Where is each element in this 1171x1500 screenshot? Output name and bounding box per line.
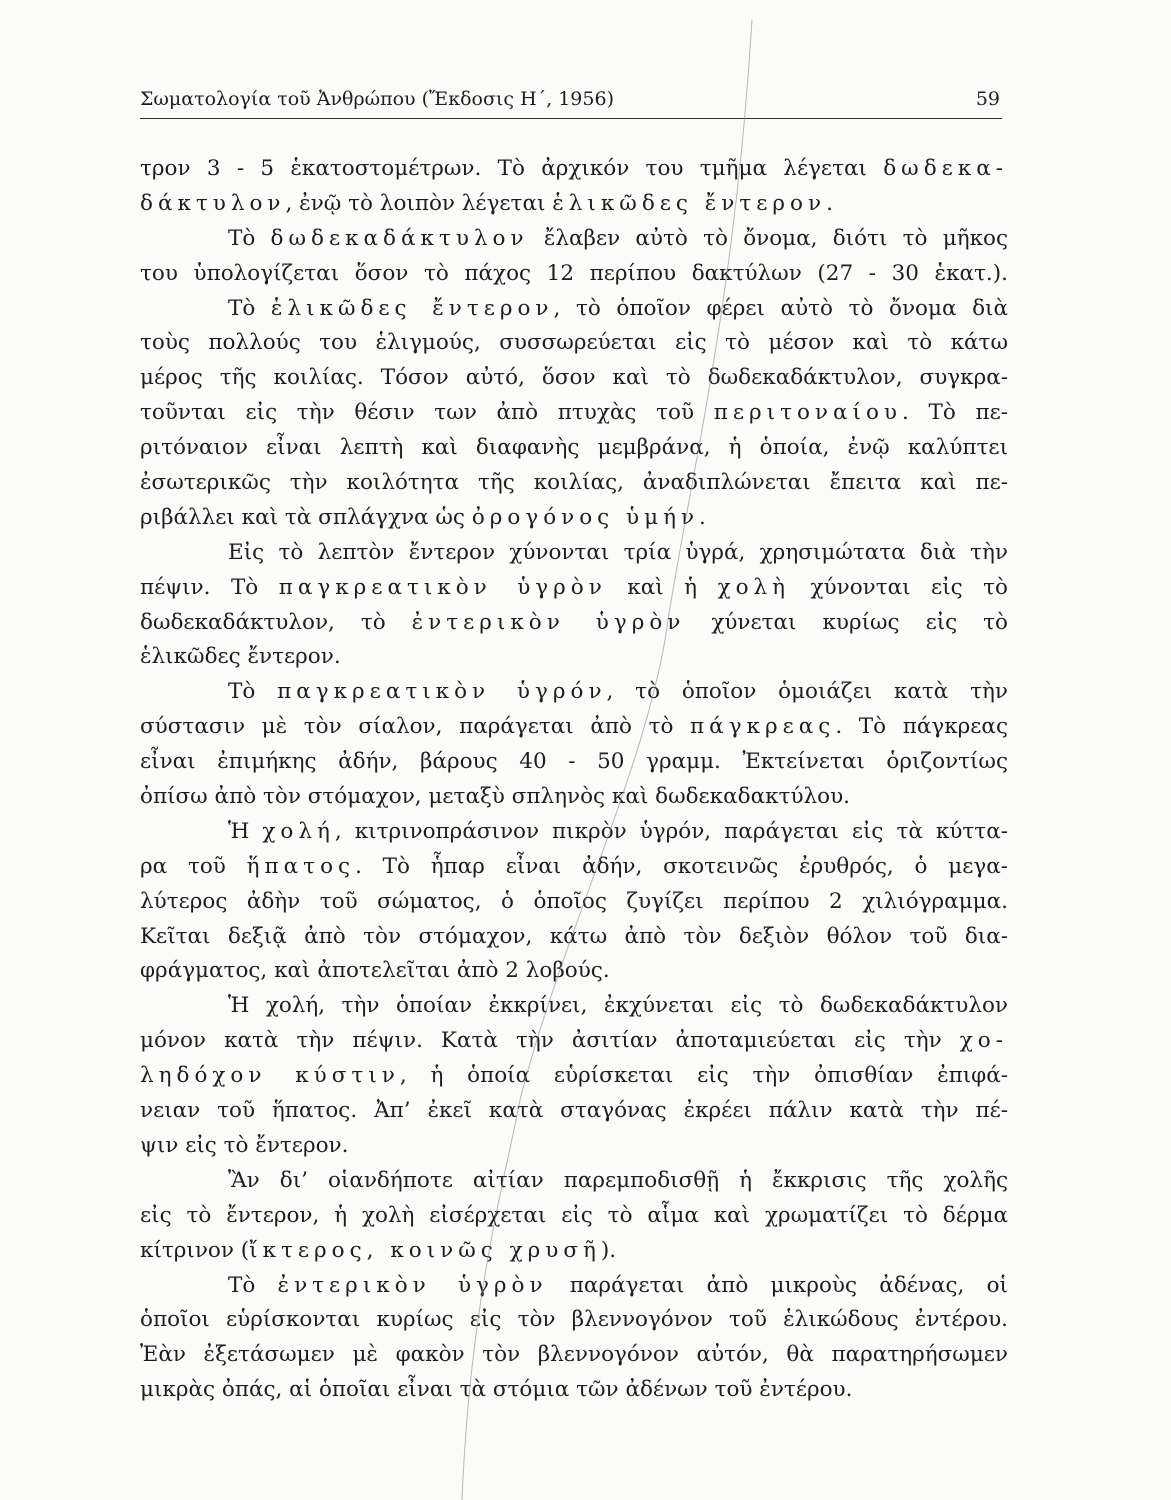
text-segment: τοῦνται εἰς τὴν θέσιν των ἀπὸ πτυχὰς τοῦ (140, 400, 714, 426)
text-segment: λύτερος ἀδὴν τοῦ σώματος, ὁ ὁποῖος ζυγίζει περίπου 2 χιλιόγραμμα. (140, 888, 1008, 914)
text-segment: ριτόναιον εἶναι λεπτὴ καὶ διαφανὴς μεμβράνα, ἡ ὁποία, ἐνῷ καλύπτει (140, 435, 1008, 461)
page-number: 59 (975, 88, 1000, 110)
text-line (140, 1338, 1008, 1373)
text-segment: . (699, 504, 706, 530)
text-line (140, 152, 1008, 187)
text-line (140, 361, 1008, 396)
text-segment: Κεῖται δεξιᾷ ἀπὸ τὸν στόμαχον, κάτω ἀπὸ τὸν δεξιὸν θόλον τοῦ δια- (140, 923, 1008, 949)
text-segment: , ἐνῷ τὸ λοιπὸν λέγεται (285, 190, 553, 216)
emphasized-term: δάκτυλον (140, 190, 286, 216)
text-line (140, 222, 1008, 257)
emphasized-term: παγκρεατικὸν ὑγρὸν (278, 574, 607, 600)
text-segment: Εἰς τὸ λεπτὸν ἔντερον χύνονται τρία ὑγρά, χρησιμώτατα διὰ τὴν (228, 539, 1008, 565)
body-text (140, 152, 1008, 1408)
text-segment: . Τὸ πάγκρεας (835, 714, 1008, 740)
text-segment: του ὑπολογίζεται ὅσον τὸ πάχος 12 περίπου δακτύλων (27 - 30 ἑκατ.). (140, 260, 1008, 286)
text-segment: χύνονται εἰς τὸ (790, 574, 1008, 600)
emphasized-term: χολή (262, 818, 335, 844)
text-segment: δωδεκαδάκτυλον, τὸ (140, 609, 412, 635)
text-line (140, 326, 1008, 361)
text-segment: . Τὸ ἧπαρ εἶναι ἀδήν, σκοτεινῶς ἐρυθρός, ὁ μεγα- (355, 853, 1008, 879)
text-line (140, 1024, 1008, 1059)
emphasized-term: χολὴ (717, 574, 791, 600)
emphasized-term: χο- (959, 1028, 1008, 1054)
emphasized-term: ἴκτερος, κοινῶς χρυσῆ (249, 1237, 601, 1263)
text-segment: ρα τοῦ (140, 853, 247, 879)
running-header (140, 88, 1002, 119)
text-segment: μόνον κατὰ τὴν πέψιν. Κατὰ τὴν ἀσιτίαν ἀποταμιεύεται εἰς τὴν (140, 1028, 960, 1054)
text-segment: . (826, 190, 833, 216)
text-segment: ὁποῖοι εὑρίσκονται κυρίως εἰς τὸν βλεννογόνον τοῦ ἑλικώδους ἐντέρου. (140, 1307, 1008, 1333)
emphasized-term: ἑλικῶδες ἔντερον (270, 295, 554, 321)
text-line (140, 640, 1008, 675)
text-line (140, 745, 1008, 780)
text-segment: Ἂν δι’ οἱανδήποτε αἰτίαν παρεμποδισθῇ ἡ ἔκκρισις τῆς χολῆς (228, 1167, 1008, 1193)
text-segment: ἐσωτερικῶς τὴν κοιλότητα τῆς κοιλίας, ἀναδιπλώνεται ἔπειτα καὶ πε- (140, 470, 1008, 496)
text-line (140, 1129, 1008, 1164)
emphasized-term: πάγκρεας (690, 714, 836, 740)
running-header-title: Σωματολογία τοῦ Ἀνθρώπου (Ἔκδοσις Η΄, 1956) (140, 88, 614, 110)
text-segment: παράγεται ἀπὸ μικροὺς ἀδένας, οἱ (547, 1272, 1008, 1298)
emphasized-term: ἐντερικὸν ὑγρὸν (411, 609, 686, 635)
emphasized-term: ὀρογόνος ὑμήν (471, 504, 700, 530)
text-segment: ριβάλλει καὶ τὰ σπλάγχνα ὡς (140, 504, 472, 530)
text-line (140, 431, 1008, 466)
emphasized-term: δωδεκα- (883, 156, 1008, 181)
text-line (140, 1269, 1008, 1304)
emphasized-term: ληδόχον κύστιν (140, 1063, 400, 1089)
text-segment: μέρος τῆς κοιλίας. Τόσον αὐτό, ὅσον καὶ τὸ δωδεκαδάκτυλον, συγκρα- (140, 365, 1008, 391)
text-line (140, 466, 1008, 501)
emphasized-term: περιτοναίου (713, 400, 902, 426)
text-line (140, 1303, 1008, 1338)
text-segment: ). (600, 1237, 617, 1263)
text-segment: πέψιν. Τὸ (140, 574, 279, 600)
emphasized-term: ἥπατος (246, 853, 356, 879)
text-segment: νειαν τοῦ ἥπατος. Ἀπ’ ἐκεῖ κατὰ σταγόνας ἐκρέει πάλιν κατὰ τὴν πέ- (140, 1098, 1008, 1124)
text-line (140, 292, 1008, 327)
text-segment: μικρὰς ὀπάς, αἱ ὁποῖαι εἶναι τὰ στόμια τῶν ἀδένων τοῦ ἐντέρου. (140, 1377, 853, 1403)
text-line (140, 606, 1008, 641)
text-segment: ὀπίσω ἀπὸ τὸν στόμαχον, μεταξὺ σπληνὸς καὶ δωδεκαδακτύλου. (140, 784, 850, 810)
text-line (140, 501, 1008, 536)
text-segment: εἰς τὸ ἔντερον, ἡ χολὴ εἰσέρχεται εἰς τὸ αἷμα καὶ χρωματίζει τὸ δέρμα (140, 1202, 1008, 1228)
text-segment: Ἡ χολή, τὴν ὁποίαν ἐκκρίνει, ἐκχύνεται εἰς τὸ δωδεκαδάκτυλον (228, 993, 1008, 1019)
text-line (140, 675, 1008, 710)
emphasized-term: δωδεκαδάκτυλον (270, 225, 529, 251)
text-line (140, 1094, 1008, 1129)
text-segment: κίτρινον ( (140, 1237, 250, 1263)
text-segment: σύστασιν μὲ τὸν σίαλον, παράγεται ἀπὸ τὸ (140, 714, 691, 740)
text-line (140, 815, 1008, 850)
text-segment: ἑλικῶδες ἔντερον. (140, 644, 341, 670)
emphasized-term: ἑλικῶδες ἔντερον (552, 190, 827, 216)
text-line (140, 954, 1008, 989)
text-segment: Ἐὰν ἐξετάσωμεν μὲ φακὸν τὸν βλεννογόνον αὐτόν, θὰ παρατηρήσωμεν (140, 1342, 1008, 1368)
text-segment: καὶ ἡ (606, 574, 718, 600)
text-segment: Τὸ (228, 225, 271, 251)
text-segment: φράγματος, καὶ ἀποτελεῖται ἀπὸ 2 λοβούς. (140, 958, 610, 984)
text-line (140, 1199, 1008, 1234)
text-segment: . Τὸ πε- (901, 400, 1009, 426)
text-line (140, 396, 1008, 431)
text-segment: , τὸ ὁποῖον φέρει αὐτὸ τὸ ὄνομα διὰ (553, 295, 1008, 321)
emphasized-term: ἐντερικὸν ὑγρὸν (277, 1272, 548, 1298)
text-segment: Τὸ (228, 679, 278, 705)
text-line (140, 710, 1008, 745)
text-line (140, 187, 1008, 222)
text-line (140, 989, 1008, 1024)
text-line (140, 571, 1008, 606)
text-segment: εἶναι ἐπιμήκης ἀδήν, βάρους 40 - 50 γραμμ. Ἐκτείνεται ὁριζοντίως (140, 749, 1008, 775)
text-line (140, 780, 1008, 815)
text-line (140, 920, 1008, 955)
text-segment: ἔλαβεν αὐτὸ τὸ ὄνομα, διότι τὸ μῆκος (528, 225, 1008, 251)
text-segment: , τὸ ὁποῖον ὁμοιάζει κατὰ τὴν (606, 679, 1008, 705)
text-segment: τοὺς πολλούς του ἑλιγμούς, συσσωρεύεται εἰς τὸ μέσον καὶ τὸ κάτω (140, 330, 1008, 356)
text-segment: χύνεται κυρίως εἰς τὸ (685, 609, 1008, 635)
text-line (140, 257, 1008, 292)
text-segment: , κιτρινοπράσινον πικρὸν ὑγρόν, παράγεται εἰς τὰ κύττα- (334, 818, 1008, 844)
text-line (140, 1164, 1008, 1199)
text-segment: ψιν εἰς τὸ ἔντερον. (140, 1132, 349, 1158)
text-line (140, 885, 1008, 920)
text-segment: , ἡ ὁποία εὑρίσκεται εἰς τὴν ὀπισθίαν ἐπιφά- (399, 1063, 1008, 1089)
text-segment: τρον 3 - 5 ἑκατοστομέτρων. Τὸ ἀρχικόν του τμῆμα λέγεται (140, 156, 884, 181)
text-line (140, 1373, 1008, 1408)
text-segment: Τὸ (228, 1272, 278, 1298)
text-line (140, 850, 1008, 885)
text-segment: Ἡ (228, 818, 263, 844)
text-line (140, 1234, 1008, 1269)
emphasized-term: παγκρεατικὸν ὑγρόν (277, 679, 607, 705)
text-line (140, 536, 1008, 571)
text-segment: Τὸ (228, 295, 271, 321)
text-line (140, 1059, 1008, 1094)
